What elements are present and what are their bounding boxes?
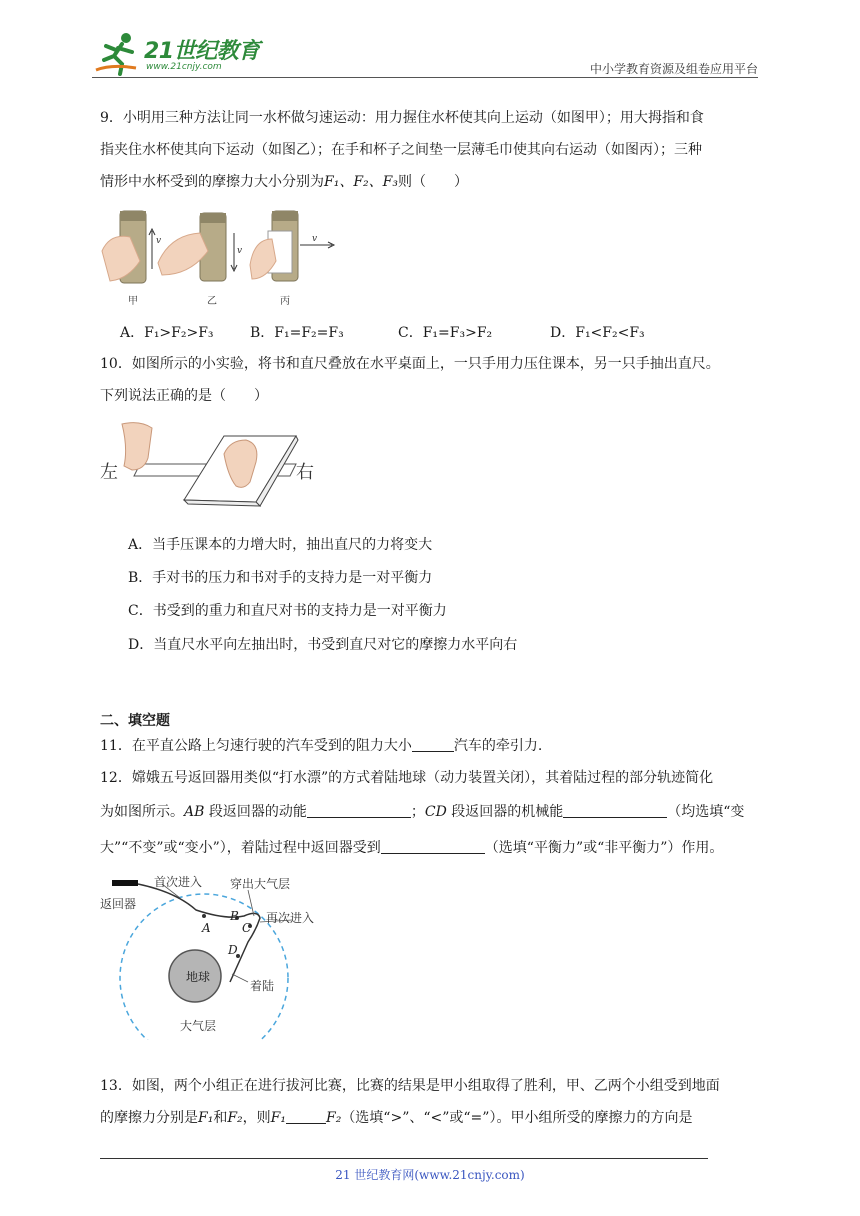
section-title-fill-in: 二、填空题 (100, 713, 170, 729)
q12-line1: 12．嫦娥五号返回器用类似“打水漂”的方式着陆地球（动力装置关闭），其着陆过程的部分轨迹简化 (100, 770, 714, 786)
svg-text:D: D (228, 943, 238, 957)
q9-line1: 9．小明用三种方法让同一水杯做匀速运动：用力握住水杯使其向上运动（如图甲）；用大拇指和食 (100, 110, 704, 126)
q10-line2: 下列说法正确的是（ ） (100, 388, 268, 404)
svg-text:再次进入: 再次进入 (266, 911, 315, 925)
svg-text:返回器: 返回器 (100, 897, 137, 911)
site-logo (92, 30, 272, 76)
q9-option-b[interactable]: B．F₁=F₂=F₃ (250, 325, 344, 341)
header-divider (92, 77, 758, 78)
q9-option-c[interactable]: C．F₁=F₃>F₂ (398, 325, 493, 341)
page-footer[interactable]: 21 世纪教育网(www.21cnjy.com) (335, 1168, 525, 1182)
svg-text:C: C (242, 921, 252, 935)
svg-text:v: v (312, 234, 318, 244)
q10-option-a[interactable]: A．当手压课本的力增大时，抽出直尺的力将变大 (128, 537, 433, 553)
q12-line3: 大”“不变”或“变小”），着陆过程中返回器受到 （选填“平衡力”或“非平衡力”）作用。 (100, 840, 724, 856)
q10-line1: 10．如图所示的小实验，将书和直尺叠放在水平桌面上，一只手用力压住课本，另一只手抽出直尺。 (100, 356, 720, 372)
platform-name: 中小学教育资源及组卷应用平台 (589, 62, 758, 76)
q12-line2: 为如图所示。AB 段返回器的动能 ；CD 段返回器的机械能 （均选填“变 (100, 804, 745, 820)
cup-jia-illustration (102, 211, 155, 283)
q13-blank[interactable] (286, 1109, 326, 1124)
svg-text:v: v (237, 246, 243, 256)
q13-line1: 13．如图，两个小组正在进行拔河比赛，比赛的结果是甲小组取得了胜利，甲、乙两个小组受到地面 (100, 1078, 720, 1094)
q13-line2: 的摩擦力分别是F₁和F₂，则F₁ F₂（选填“>”、“<”或“=”）。甲小组所受的摩擦力的方向是 (100, 1110, 693, 1126)
caption-yi: 乙 (207, 296, 217, 307)
q10-option-b[interactable]: B．手对书的压力和书对手的支持力是一对平衡力 (128, 570, 433, 586)
q11-text: 11．在平直公路上匀速行驶的汽车受到的阻力大小 汽车的牵引力. (100, 738, 543, 754)
svg-text:首次进入: 首次进入 (154, 875, 203, 889)
svg-text:v: v (156, 236, 162, 246)
svg-text:大气层: 大气层 (180, 1019, 217, 1033)
q10-book-ruler-figure (100, 418, 320, 518)
q9-cups-figure (100, 205, 340, 305)
q12-blank-1[interactable] (307, 803, 411, 818)
q9-option-d[interactable]: D．F₁<F₂<F₃ (550, 325, 645, 341)
q12-blank-2[interactable] (563, 803, 667, 818)
q12-trajectory-diagram (96, 870, 346, 1040)
svg-text:着陆: 着陆 (250, 979, 275, 993)
q9-option-a[interactable]: A．F₁>F₂>F₃ (120, 325, 214, 341)
footer-divider (100, 1158, 708, 1159)
q11-answer-blank[interactable] (412, 737, 454, 752)
caption-bing: 丙 (280, 296, 290, 307)
svg-text:A: A (202, 921, 211, 935)
q9-line2: 指夹住水杯使其向下运动（如图乙）；在手和杯子之间垫一层薄毛巾使其向右运动（如图丙）；三种 (100, 142, 702, 158)
q9-line3: 情形中水杯受到的摩擦力大小分别为F₁、F₂、F₃则（ ） (100, 174, 468, 190)
runner-logo-icon (92, 30, 144, 76)
q10-option-c[interactable]: C．书受到的重力和直尺对书的支持力是一对平衡力 (128, 603, 447, 619)
svg-text:右: 右 (296, 462, 314, 482)
q12-blank-3[interactable] (381, 839, 485, 854)
svg-text:地球: 地球 (186, 970, 211, 984)
logo-url: www.21cnjy.com (146, 62, 222, 72)
svg-text:左: 左 (100, 462, 118, 482)
q10-option-d[interactable]: D．当直尺水平向左抽出时，书受到直尺对它的摩擦力水平向右 (128, 637, 518, 653)
cup-yi-illustration (158, 213, 237, 281)
page-header (92, 30, 758, 78)
cup-bing-illustration (250, 211, 334, 281)
logo-text: 21世纪教育 (144, 39, 260, 64)
svg-text:B: B (230, 909, 239, 923)
svg-text:穿出大气层: 穿出大气层 (230, 877, 291, 891)
caption-jia: 甲 (128, 296, 138, 307)
